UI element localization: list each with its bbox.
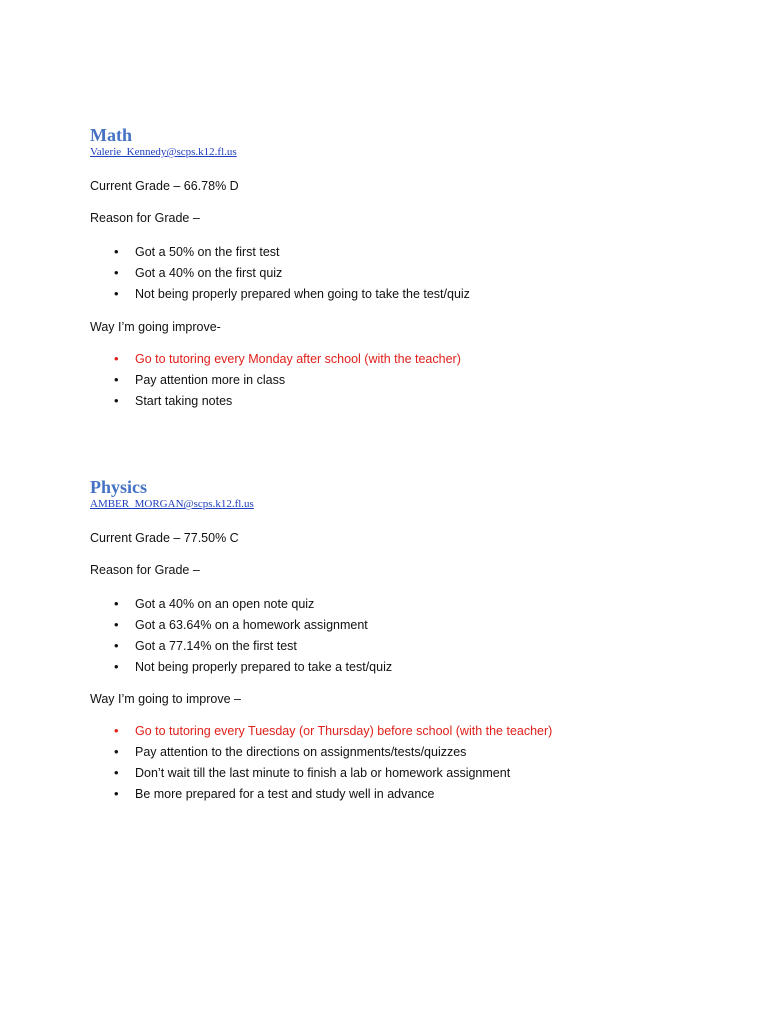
physics-section <box>90 476 730 801</box>
physics-heading: Physics <box>90 477 148 497</box>
physics-improve-label: Way I’m going to improve – <box>90 692 241 706</box>
list-item-highlighted: • Go to tutoring every Tuesday (or Thursday) before school (with the teacher) <box>90 723 730 744</box>
list-item: • Got a 77.14% on the first test <box>90 638 730 659</box>
list-item: • Got a 40% on an open note quiz <box>90 596 730 617</box>
math-section <box>90 124 730 408</box>
physics-improvements-list <box>90 723 730 807</box>
math-improvements-list <box>90 351 730 414</box>
list-item: • Got a 63.64% on a homework assignment <box>90 617 730 638</box>
list-item: • Pay attention more in class <box>90 372 730 393</box>
physics-teacher-email-link[interactable]: AMBER_MORGAN@scps.k12.fl.us <box>90 498 254 510</box>
list-item: • Not being properly prepared to take a test/quiz <box>90 659 730 680</box>
physics-current-grade: Current Grade – 77.50% C <box>90 531 239 545</box>
list-item: • Got a 50% on the first test <box>90 244 730 265</box>
list-item: • Be more prepared for a test and study well in advance <box>90 786 730 807</box>
list-item: • Not being properly prepared when going to take the test/quiz <box>90 286 730 307</box>
math-heading: Math <box>90 125 132 145</box>
list-item: • Start taking notes <box>90 393 730 414</box>
physics-reasons-list <box>90 596 730 680</box>
physics-reason-label: Reason for Grade – <box>90 563 200 577</box>
math-current-grade: Current Grade – 66.78% D <box>90 179 239 193</box>
list-item: • Got a 40% on the first quiz <box>90 265 730 286</box>
list-item: • Pay attention to the directions on assignments/tests/quizzes <box>90 744 730 765</box>
list-item: • Don’t wait till the last minute to finish a lab or homework assignment <box>90 765 730 786</box>
math-teacher-email-link[interactable]: Valerie_Kennedy@scps.k12.fl.us <box>90 146 237 158</box>
math-reason-label: Reason for Grade – <box>90 211 200 225</box>
math-improve-label: Way I’m going improve- <box>90 320 221 334</box>
math-reasons-list <box>90 244 730 307</box>
list-item-highlighted: • Go to tutoring every Monday after school (with the teacher) <box>90 351 730 372</box>
